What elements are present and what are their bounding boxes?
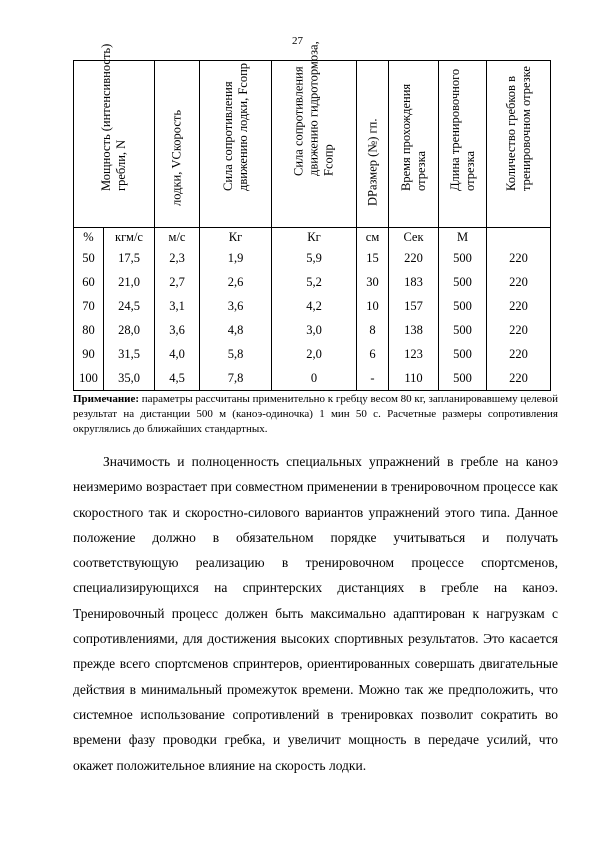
table-cell: 17,5	[104, 246, 155, 270]
table-cell: 220	[487, 318, 551, 342]
table-cell: -	[357, 366, 389, 391]
unit-cell: Кг	[272, 228, 357, 247]
header-speed-text: лодки, VСкорость	[169, 109, 184, 206]
table-cell: 110	[389, 366, 439, 391]
unit-cell: м/с	[155, 228, 200, 247]
table-cell: 220	[487, 246, 551, 270]
table-cell: 4,0	[155, 342, 200, 366]
body-text	[73, 449, 558, 778]
table-cell: 500	[439, 366, 487, 391]
table-row	[74, 342, 551, 366]
table-cell: 28,0	[104, 318, 155, 342]
table-cell: 4,8	[200, 318, 272, 342]
table-cell: 6	[357, 342, 389, 366]
table-cell: 2,6	[200, 270, 272, 294]
table-cell: 4,2	[272, 294, 357, 318]
header-cell-time	[389, 61, 439, 228]
table-cell: 220	[487, 294, 551, 318]
body-paragraph: Значимость и полноценность специальных упражнений в гребле на каноэ неизмеримо возрастает при совместном применении в тренировочном процессе как скоростного так и скоростно-силового вариантов упражнений этого типа. Данное положение должно в обязательном порядке учитываться и получать соответствующую реализацию в тренировочном процессе спортсменов, специализирующихся на спринтерских дистанциях в гребле на каноэ. Тренировочный процесс должен быть максимально адаптирован к нагрузкам с сопротивлениями, для достижения высоких спортивных результатов. Это касается прежде всего спортсменов спринтеров, ориентированных совершать двигательные действия в минимальный промежуток времени. Можно так же предположить, что системное использование сопротивлений в тренировках позволит сократить во времени фазу проводки гребка, и увеличит мощность в передаче усилий, что окажет положительное влияние на скорость лодки.	[73, 454, 558, 773]
table-cell: 3,1	[155, 294, 200, 318]
unit-cell: Кг	[200, 228, 272, 247]
table-cell: 24,5	[104, 294, 155, 318]
table-cell: 0	[272, 366, 357, 391]
table-cell: 500	[439, 318, 487, 342]
header-row	[74, 61, 551, 228]
table-cell: 500	[439, 270, 487, 294]
header-brake-resistance-text: Сила сопротивления движению гидротормоза, Fсопр	[291, 41, 336, 176]
table-cell: 500	[439, 294, 487, 318]
unit-cell: см	[357, 228, 389, 247]
units-row	[74, 228, 551, 247]
table-cell: 30	[357, 270, 389, 294]
table-cell: 3,0	[272, 318, 357, 342]
table-cell: 1,9	[200, 246, 272, 270]
table-cell: 90	[74, 342, 104, 366]
header-size-text: DРазмер (№) гп.	[365, 118, 379, 206]
table-cell: 80	[74, 318, 104, 342]
unit-cell: М	[439, 228, 487, 247]
table-cell: 220	[487, 270, 551, 294]
table-cell: 100	[74, 366, 104, 391]
header-cell-boat-resistance	[200, 61, 272, 228]
table-cell: 5,9	[272, 246, 357, 270]
table-cell: 21,0	[104, 270, 155, 294]
table-cell: 5,8	[200, 342, 272, 366]
parameters-table	[73, 41, 551, 391]
table-cell: 60	[74, 270, 104, 294]
table-cell: 220	[389, 246, 439, 270]
table-row	[74, 366, 551, 391]
table-cell: 5,2	[272, 270, 357, 294]
page-number: 27	[292, 35, 303, 47]
table-cell: 220	[487, 366, 551, 391]
table-cell: 35,0	[104, 366, 155, 391]
table-cell: 70	[74, 294, 104, 318]
header-cell-speed	[155, 61, 200, 228]
note-label: Примечание:	[73, 393, 140, 405]
unit-cell: кгм/с	[104, 228, 155, 247]
unit-cell	[487, 228, 551, 247]
header-cell-power	[74, 43, 155, 228]
table-cell: 183	[389, 270, 439, 294]
table-cell: 138	[389, 318, 439, 342]
header-length-text: Длина тренировочного отрезка	[447, 68, 477, 191]
table-cell: 3,6	[155, 318, 200, 342]
header-cell-strokes	[487, 61, 551, 228]
header-power-text: Мощность (интенсивность) гребли, N	[99, 43, 128, 191]
table-cell: 15	[357, 246, 389, 270]
table-cell: 3,6	[200, 294, 272, 318]
note-text: параметры рассчитаны применительно к гребцу весом 80 кг, запланировавшему целевой результат на дистанции 500 м (каноэ-одиночка) 1 мин 50 с. Расчетные размеры сопротивления округлялись до ближайших стандартных.	[73, 393, 558, 435]
table-cell: 8	[357, 318, 389, 342]
header-boat-resistance-text: Сила сопротивления движению лодки, Fсопр	[220, 62, 250, 191]
header-cell-size	[357, 61, 389, 228]
table-row	[74, 294, 551, 318]
header-strokes-text: Количество гребков в тренировочном отрезке	[503, 66, 533, 191]
table-cell: 2,7	[155, 270, 200, 294]
table-cell: 2,3	[155, 246, 200, 270]
table-row	[74, 318, 551, 342]
table-note	[73, 392, 558, 437]
unit-cell: %	[74, 228, 104, 247]
table-cell: 31,5	[104, 342, 155, 366]
table-cell: 500	[439, 246, 487, 270]
table-cell: 4,5	[155, 366, 200, 391]
table-row	[74, 246, 551, 270]
table-row	[74, 270, 551, 294]
table-cell: 500	[439, 342, 487, 366]
header-time-text: Время прохождения отрезка	[398, 83, 428, 191]
table-cell: 123	[389, 342, 439, 366]
table-cell: 10	[357, 294, 389, 318]
unit-cell: Сек	[389, 228, 439, 247]
table-cell: 50	[74, 246, 104, 270]
header-cell-length	[439, 61, 487, 228]
table-cell: 157	[389, 294, 439, 318]
table-cell: 220	[487, 342, 551, 366]
table-cell: 7,8	[200, 366, 272, 391]
table-cell: 2,0	[272, 342, 357, 366]
